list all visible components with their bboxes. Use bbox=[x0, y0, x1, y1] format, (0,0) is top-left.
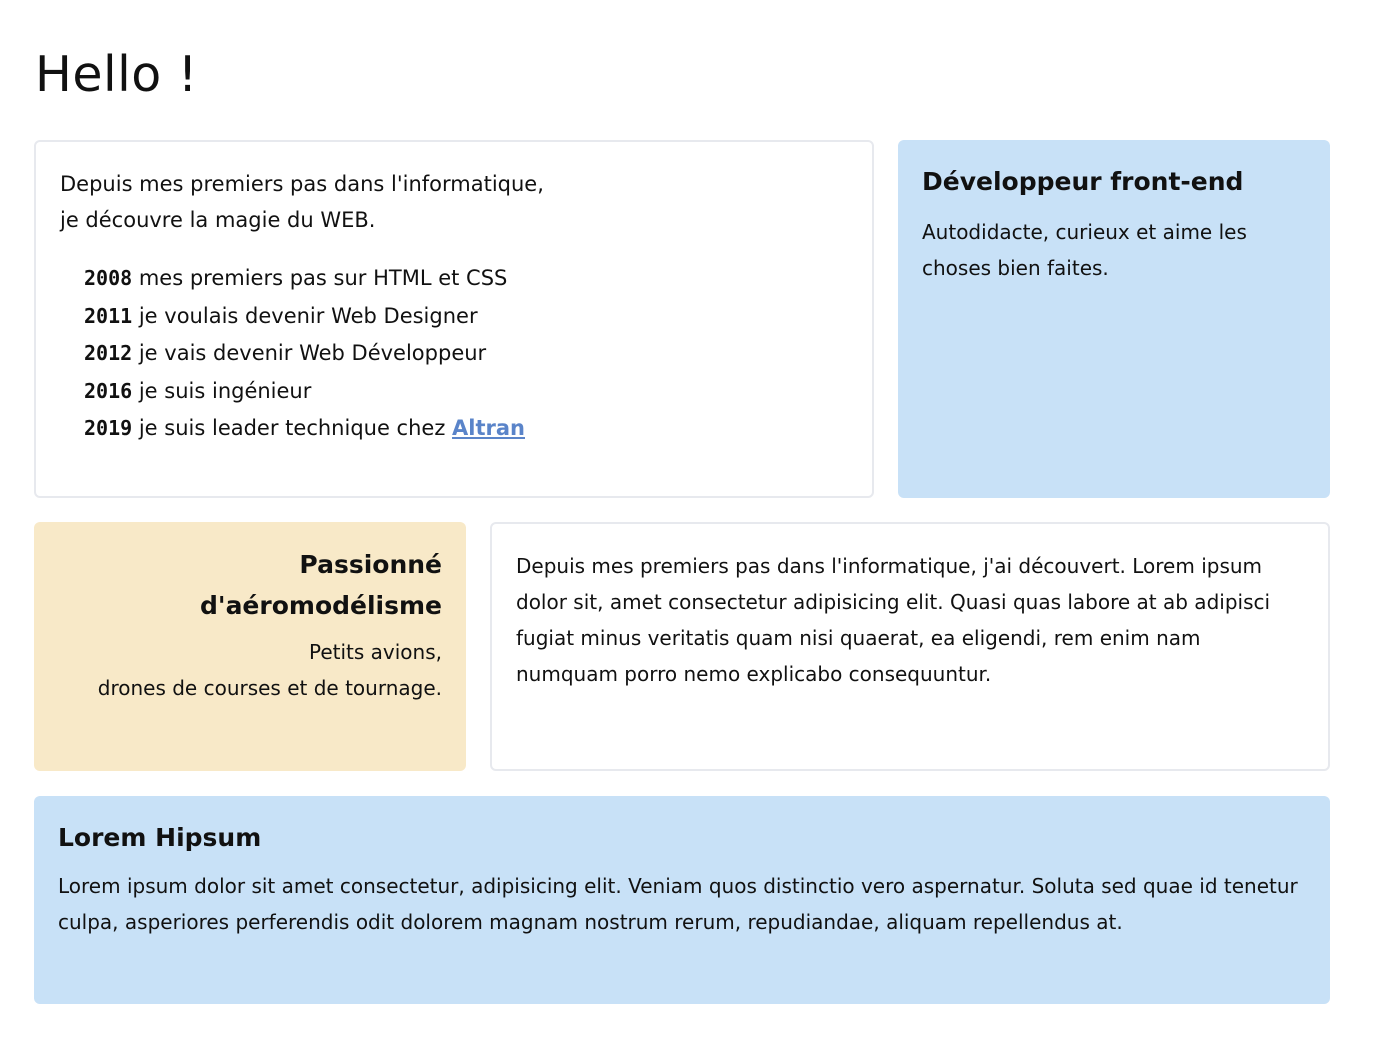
timeline-text: je suis leader technique chez bbox=[132, 416, 453, 440]
hobby-text-line-1: Petits avions, bbox=[308, 640, 442, 664]
timeline-year: 2012 bbox=[84, 341, 133, 365]
timeline-text: mes premiers pas sur HTML et CSS bbox=[132, 266, 508, 290]
intro-card bbox=[34, 140, 874, 498]
lorem-hipsum-text: Lorem ipsum dolor sit amet consectetur, adipisicing elit. Veniam quos distinctio vero aspernatur. Soluta sed quae id tenetur culpa, asperiores perferendis odit dolorem magnam nostrum rerum, repudiandae, aliquam repellendus at. bbox=[58, 874, 1298, 934]
lorem-hipsum-title: Lorem Hipsum bbox=[58, 823, 262, 852]
intro-line-2: je découvre la magie du WEB. bbox=[60, 208, 376, 232]
timeline-item bbox=[84, 373, 848, 411]
hobby-card-text bbox=[58, 634, 442, 706]
developer-card-title: Développeur front-end bbox=[922, 167, 1244, 196]
timeline-year: 2011 bbox=[84, 303, 133, 328]
intro-line-1: Depuis mes premiers pas dans l'informatique, bbox=[60, 172, 544, 196]
lorem-card bbox=[490, 522, 1330, 771]
timeline-list bbox=[84, 260, 848, 448]
timeline-text: je suis ingénieur bbox=[132, 378, 312, 403]
timeline-year: 2019 bbox=[84, 416, 133, 440]
timeline-item bbox=[84, 335, 848, 373]
timeline-text: je voulais devenir Web Designer bbox=[132, 303, 478, 328]
hobby-text-line-2: drones de courses et de tournage. bbox=[97, 676, 442, 700]
timeline-item bbox=[84, 298, 848, 336]
lorem-hipsum-card bbox=[34, 796, 1330, 1004]
timeline-text: je vais devenir Web Développeur bbox=[132, 341, 487, 365]
hobby-card-title bbox=[58, 544, 442, 626]
timeline-year: 2008 bbox=[84, 266, 133, 290]
hobby-title-line-2: d'aéromodélisme bbox=[200, 591, 442, 620]
lorem-card-text: Depuis mes premiers pas dans l'informatique, j'ai découvert. Lorem ipsum dolor sit, amet consectetur adipisicing elit. Quasi quas labore at ab adipisci fugiat minus veritatis quam nisi quaerat, ea eligendi, rem enim nam numquam porro nemo explicabo consequuntur. bbox=[516, 554, 1271, 686]
altran-link[interactable]: Altran bbox=[452, 416, 525, 440]
hobby-title-line-1: Passionné bbox=[299, 550, 442, 579]
timeline-year: 2016 bbox=[84, 378, 133, 403]
timeline-item bbox=[84, 410, 848, 448]
developer-card bbox=[898, 140, 1330, 498]
hobby-card bbox=[34, 522, 466, 771]
developer-card-text: Autodidacte, curieux et aime les choses bien faites. bbox=[922, 220, 1247, 280]
page-title: Hello ! bbox=[35, 46, 198, 103]
timeline-item bbox=[84, 260, 848, 298]
